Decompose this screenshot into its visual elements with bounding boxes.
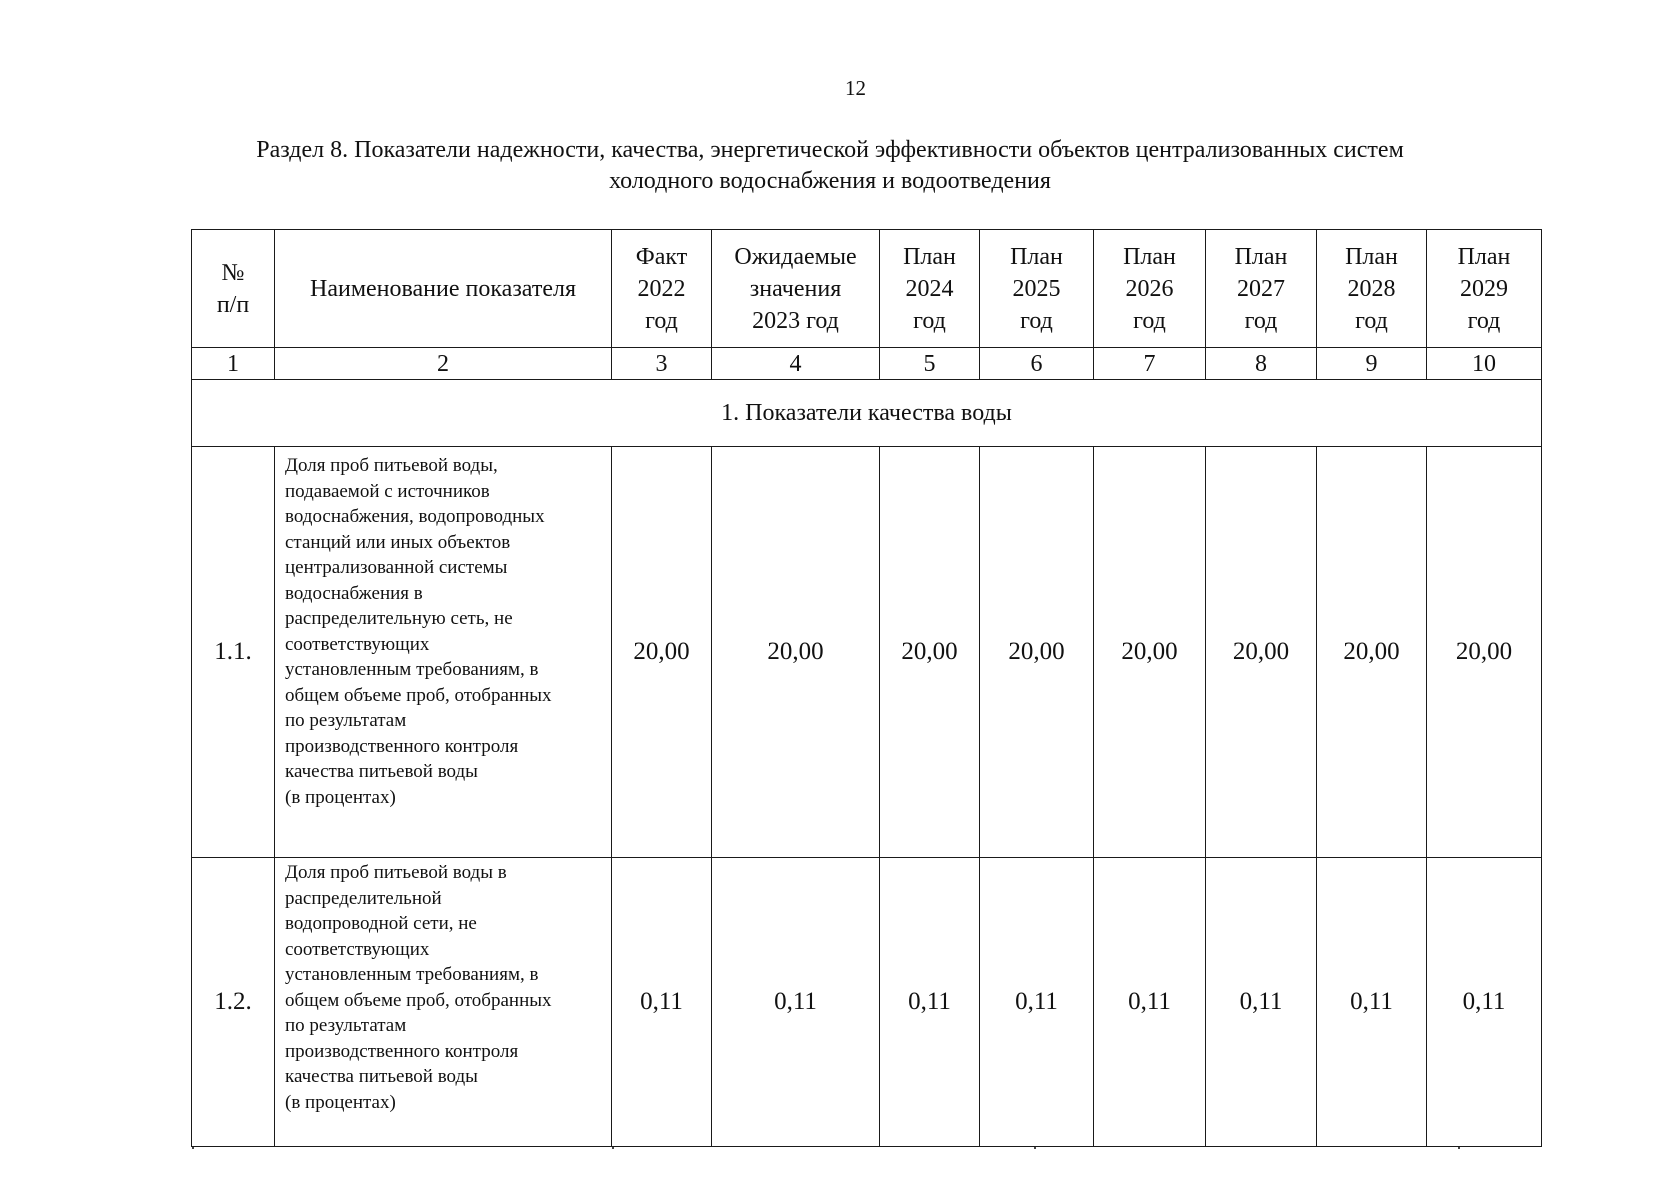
scan-artifact-dot	[1034, 1147, 1036, 1149]
indicators-table	[191, 229, 1542, 1147]
column-number: 4	[712, 348, 880, 380]
header-indicator-name: Наименование показателя	[275, 230, 612, 348]
value-plan-2027: 20,00	[1206, 447, 1317, 858]
scan-artifact-dot	[192, 1147, 194, 1149]
column-number: 7	[1094, 348, 1206, 380]
value-plan-2025: 20,00	[980, 447, 1094, 858]
table-row	[192, 858, 1542, 1147]
column-number: 2	[275, 348, 612, 380]
section-title-line-2: холодного водоснабжения и водоотведения	[609, 168, 1051, 194]
header-plan-2026: План 2026 год	[1094, 230, 1206, 348]
header-fact-2022: Факт 2022 год	[612, 230, 712, 348]
row-number: 1.1.	[192, 447, 275, 858]
value-plan-2024: 0,11	[880, 858, 980, 1147]
section-title-line-1: Раздел 8. Показатели надежности, качества, энергетической эффективности объектов централизованных систем	[256, 137, 1404, 163]
column-number: 6	[980, 348, 1094, 380]
value-plan-2029: 20,00	[1427, 447, 1542, 858]
column-number: 8	[1206, 348, 1317, 380]
section-heading-row	[192, 380, 1542, 447]
column-number: 5	[880, 348, 980, 380]
row-number: 1.2.	[192, 858, 275, 1147]
column-number: 9	[1317, 348, 1427, 380]
value-plan-2025: 0,11	[980, 858, 1094, 1147]
table-row	[192, 447, 1542, 858]
value-plan-2028: 0,11	[1317, 858, 1427, 1147]
header-plan-2025: План 2025 год	[980, 230, 1094, 348]
column-number: 3	[612, 348, 712, 380]
value-expected-2023: 20,00	[712, 447, 880, 858]
value-plan-2029: 0,11	[1427, 858, 1542, 1147]
header-plan-2024: План 2024 год	[880, 230, 980, 348]
page-number: 12	[845, 76, 866, 100]
table-header-row	[192, 230, 1542, 348]
header-expected-2023: Ожидаемые значения 2023 год	[712, 230, 880, 348]
value-plan-2027: 0,11	[1206, 858, 1317, 1147]
column-number: 1	[192, 348, 275, 380]
value-fact-2022: 0,11	[612, 858, 712, 1147]
column-numbers-row	[192, 348, 1542, 380]
value-plan-2028: 20,00	[1317, 447, 1427, 858]
value-fact-2022: 20,00	[612, 447, 712, 858]
value-plan-2024: 20,00	[880, 447, 980, 858]
header-plan-2028: План 2028 год	[1317, 230, 1427, 348]
value-expected-2023: 0,11	[712, 858, 880, 1147]
value-plan-2026: 20,00	[1094, 447, 1206, 858]
value-plan-2026: 0,11	[1094, 858, 1206, 1147]
scan-artifact-dot	[1458, 1147, 1460, 1149]
header-plan-2027: План 2027 год	[1206, 230, 1317, 348]
indicator-description: Доля проб питьевой воды, подаваемой с источников водоснабжения, водопроводных станций или иных объектов централизованной системы водоснабжения в распределительную сеть, не соответствующих установленным требованиям, в общем объеме проб, отобранных по результатам производственного контроля качества питьевой воды (в процентах)	[275, 447, 612, 858]
section-heading: 1. Показатели качества воды	[192, 380, 1542, 447]
indicator-description: Доля проб питьевой воды в распределительной водопроводной сети, не соответствующих установленным требованиям, в общем объеме проб, отобранных по результатам производственного контроля качества питьевой воды (в процентах)	[275, 858, 612, 1147]
scan-artifact-dot	[612, 1147, 614, 1149]
header-plan-2029: План 2029 год	[1427, 230, 1542, 348]
column-number: 10	[1427, 348, 1542, 380]
section-title	[140, 135, 1520, 197]
header-number: № п/п	[192, 230, 275, 348]
